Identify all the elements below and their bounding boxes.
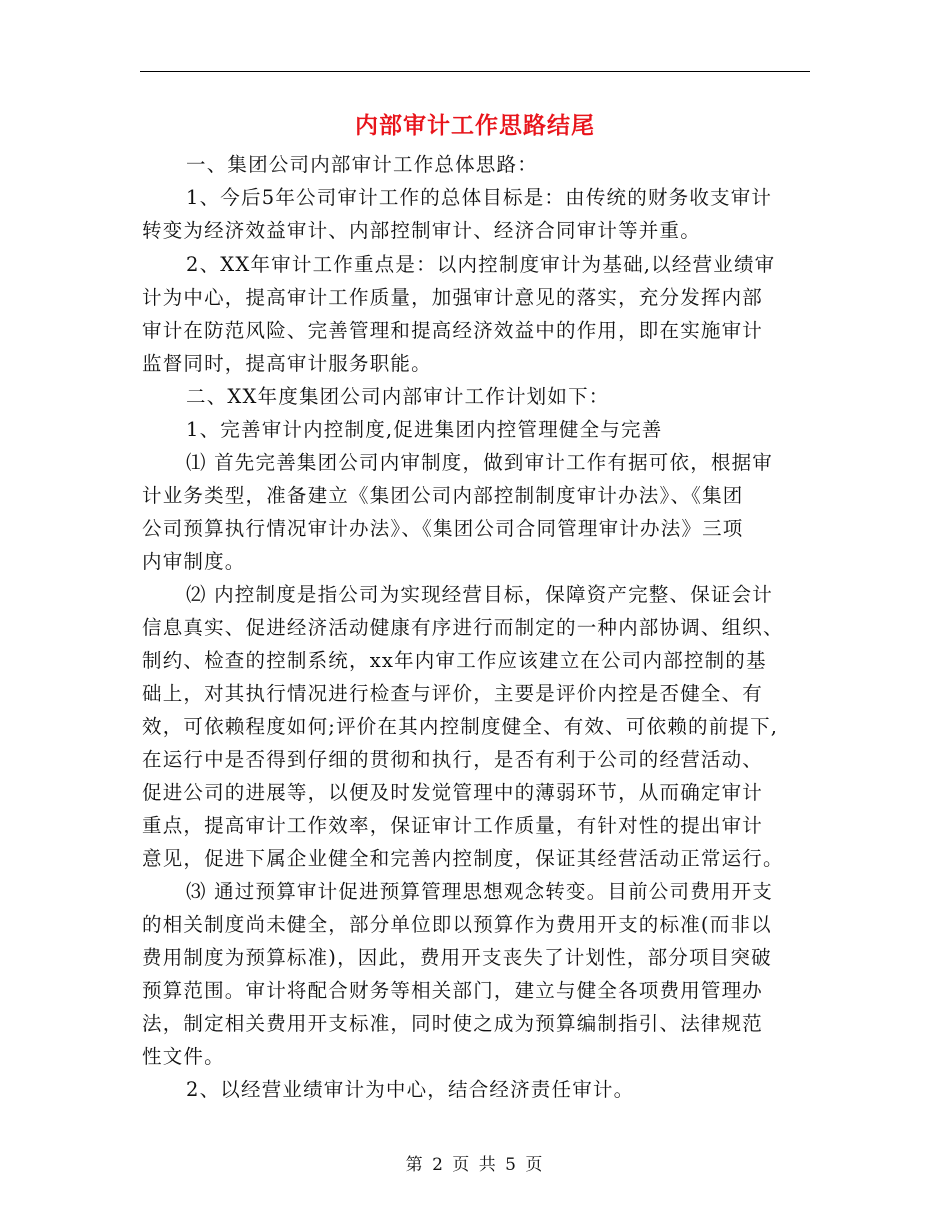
document-title: 内部审计工作思路结尾 <box>355 112 595 139</box>
paragraph-line: 审计在防范风险、完善管理和提高经济效益中的作用，即在实施审计 <box>142 319 764 342</box>
paragraph-line: 计为中心，提高审计工作质量，加强审计意见的落实，充分发挥内部 <box>142 286 764 309</box>
paragraph-line: 制约、检查的控制系统，xx年内审工作应该建立在公司内部控制的基 <box>142 649 767 672</box>
paragraph-line: 2、XX年审计工作重点是：以内控制度审计为基础,以经营业绩审 <box>186 253 776 276</box>
paragraph-line: 重点，提高审计工作效率，保证审计工作质量，有针对性的提出审计 <box>142 814 764 837</box>
paragraph-line: ⑵ 内控制度是指公司为实现经营目标，保障资产完整、保证会计 <box>186 583 773 606</box>
paragraph-line: 意见，促进下属企业健全和完善内控制度，保证其经营活动正常运行。 <box>142 847 784 870</box>
subsection-heading: 1、完善审计内控制度,促进集团内控管理健全与完善 <box>186 418 663 441</box>
paragraph-line: 信息真实、促进经济活动健康有序进行而制定的一种内部协调、组织、 <box>142 616 784 639</box>
paragraph-line: 础上，对其执行情况进行检查与评价，主要是评价内控是否健全、有 <box>142 682 764 705</box>
section-heading-2: 二、XX年度集团公司内部审计工作计划如下： <box>186 385 610 408</box>
paragraph-line: 监督同时，提高审计服务职能。 <box>142 352 432 375</box>
paragraph-line: 性文件。 <box>142 1045 225 1068</box>
paragraph-line: 内审制度。 <box>142 550 246 573</box>
paragraph-line: 费用制度为预算标准)，因此，费用开支丧失了计划性，部分项目突破 <box>142 946 772 969</box>
paragraph-line: 计业务类型，准备建立《集团公司内部控制制度审计办法》、《集团 <box>142 484 744 507</box>
paragraph-line: 促进公司的进展等，以便及时发觉管理中的薄弱环节，从而确定审计 <box>142 781 764 804</box>
paragraph-line: 转变为经济效益审计、内部控制审计、经济合同审计等并重。 <box>142 219 701 242</box>
paragraph-line: 法，制定相关费用开支标准，同时使之成为预算编制指引、法律规范 <box>142 1012 764 1035</box>
page-number: 第 2 页 共 5 页 <box>405 1155 545 1175</box>
paragraph-line: 效，可依赖程度如何;评价在其内控制度健全、有效、可依赖的前提下, <box>142 715 779 738</box>
paragraph-line: 预算范围。审计将配合财务等相关部门，建立与健全各项费用管理办 <box>142 979 764 1002</box>
paragraph-line: 1、今后5年公司审计工作的总体目标是：由传统的财务收支审计 <box>186 186 773 209</box>
section-heading-1: 一、集团公司内部审计工作总体思路： <box>186 153 538 176</box>
paragraph-line: 的相关制度尚未健全，部分单位即以预算作为费用开支的标准(而非以 <box>142 913 772 936</box>
header-rule <box>140 71 810 72</box>
subsection-heading: 2、以经营业绩审计为中心，结合经济责任审计。 <box>186 1078 635 1101</box>
paragraph-line: ⑴ 首先完善集团公司内审制度，做到审计工作有据可依，根据审 <box>186 451 773 474</box>
paragraph-line: 公司预算执行情况审计办法》、《集团公司合同管理审计办法》三项 <box>142 517 744 540</box>
paragraph-line: ⑶ 通过预算审计促进预算管理思想观念转变。目前公司费用开支 <box>186 880 773 903</box>
paragraph-line: 在运行中是否得到仔细的贯彻和执行，是否有利于公司的经营活动、 <box>142 748 764 771</box>
